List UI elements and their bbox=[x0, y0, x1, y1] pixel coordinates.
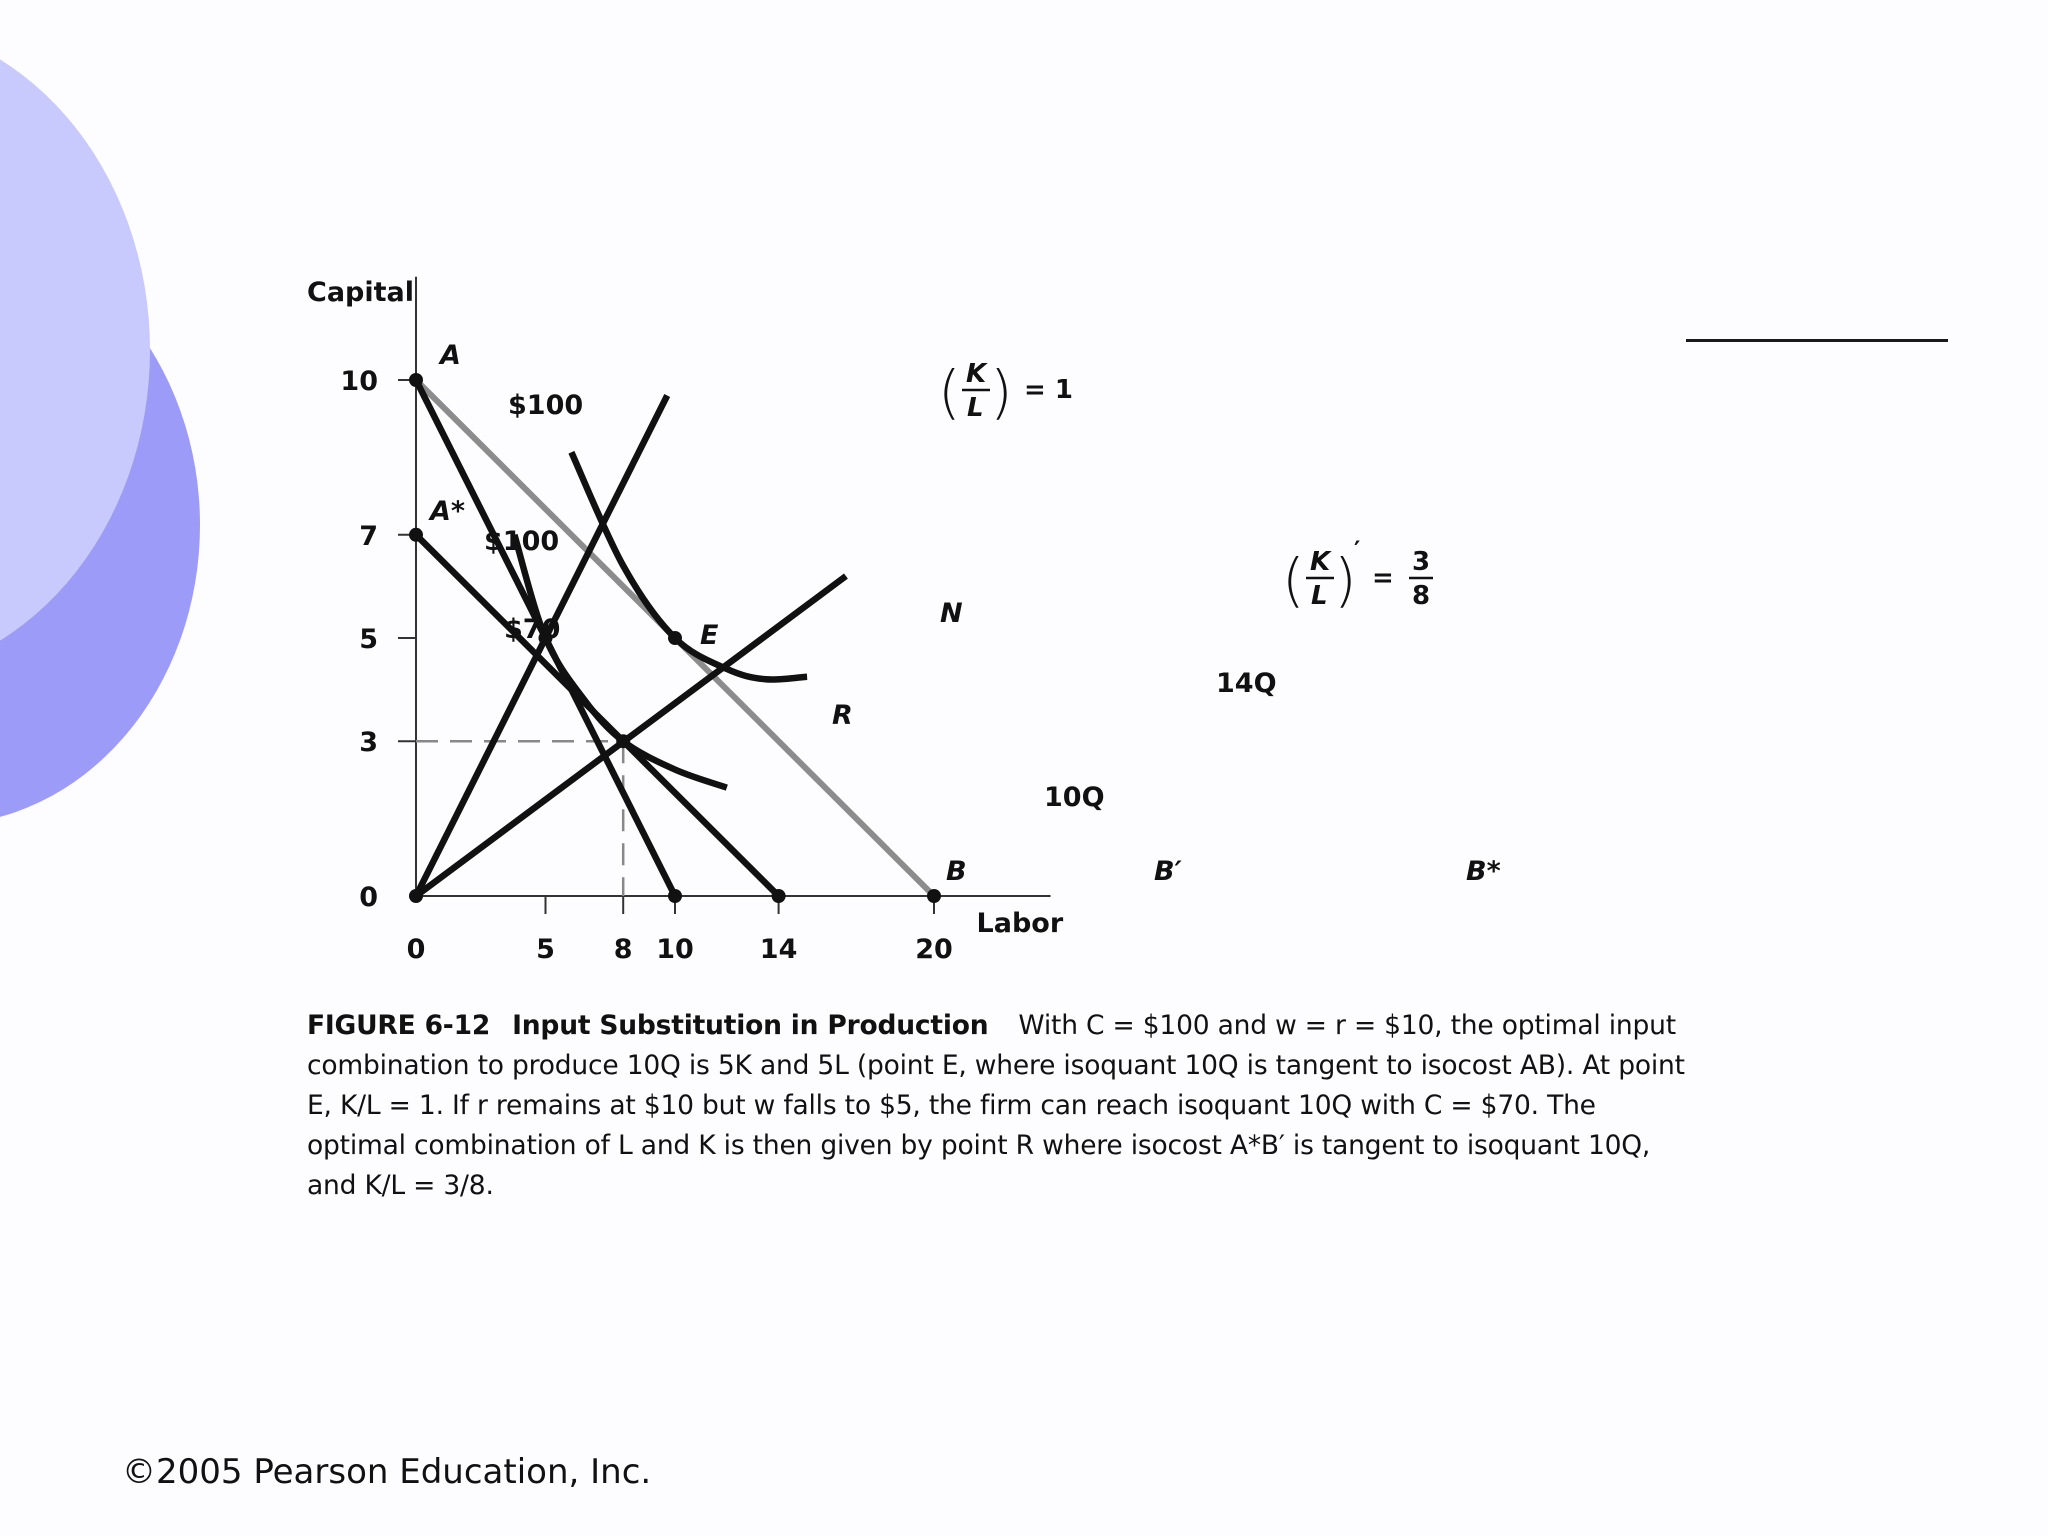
point-r bbox=[616, 734, 630, 748]
point-label-b: B bbox=[946, 856, 967, 887]
isocost-label-100-gray: $100 bbox=[508, 390, 584, 421]
y-tick-label: 5 bbox=[359, 624, 378, 655]
ray1-label-tail: = 1 bbox=[1024, 375, 1073, 405]
ray2-label bbox=[1282, 536, 1433, 614]
y-axis-label: Capital bbox=[307, 276, 414, 308]
figure-title: Input Substitution in Production bbox=[512, 1010, 989, 1041]
y-tick-label: 7 bbox=[359, 520, 378, 552]
isoquant-label-10q: 10Q bbox=[1044, 782, 1105, 813]
point-astar bbox=[409, 528, 423, 542]
x-tick-label: 5 bbox=[536, 934, 555, 965]
ray2-label-denominator: L bbox=[1311, 581, 1328, 611]
svg-text:): ) bbox=[1334, 546, 1357, 614]
copyright-footer: ©2005 Pearson Education, Inc. bbox=[122, 1452, 652, 1492]
ray2-label-prime: ′ bbox=[1354, 536, 1361, 564]
point-label-e: E bbox=[700, 620, 719, 651]
y-tick-label: 3 bbox=[359, 727, 378, 759]
figure-caption-text: With C = $100 and w = r = $10, the optimal input combination to produce 10Q is 5K and 5L (point E, where isoquant 10Q is tangent to isocost AB). At point E, K/L = 1. If r remains at $10 but w falls to $5, the firm can reach isoquant 10Q with C = $70. The optimal combination of L and K is then given by point R where isocost A*B′ is tangent to isoquant 10Q, and K/L = 3/8. bbox=[307, 1010, 1685, 1201]
point-b bbox=[668, 889, 682, 903]
point-bstar bbox=[927, 889, 941, 903]
x-axis-label: Labor bbox=[976, 908, 1064, 939]
isocost-label-100-black: $100 bbox=[484, 526, 560, 557]
point-label-a: A bbox=[440, 340, 461, 371]
ray1-label bbox=[938, 358, 1073, 426]
point-label-bprime: B′ bbox=[1154, 856, 1182, 887]
isocost-label-70: $70 bbox=[504, 614, 561, 645]
point-bprime bbox=[772, 889, 786, 903]
point-label-bstar: B* bbox=[1466, 856, 1501, 887]
point-a bbox=[409, 373, 423, 387]
ray1-label-numerator: K bbox=[966, 359, 987, 389]
ray-k-l-3-8-4 bbox=[416, 576, 846, 896]
ray2-label-equals: = bbox=[1372, 563, 1394, 593]
x-tick-label: 14 bbox=[759, 934, 798, 965]
ray2-label-numerator: K bbox=[1310, 547, 1331, 577]
svg-text:): ) bbox=[990, 358, 1013, 426]
svg-text:(: ( bbox=[938, 358, 961, 426]
point-n bbox=[668, 631, 682, 645]
ray2-label-frac-num: 3 bbox=[1412, 547, 1431, 577]
y-tick-label: 0 bbox=[359, 882, 378, 913]
point-label-n: N bbox=[940, 598, 963, 629]
isoquant-label-14q: 14Q bbox=[1216, 668, 1277, 699]
point-origin bbox=[409, 889, 423, 903]
svg-text:(: ( bbox=[1282, 546, 1305, 614]
figure-number: FIGURE 6-12 bbox=[307, 1010, 491, 1041]
x-tick-label: 0 bbox=[406, 934, 426, 965]
y-tick-label: 10 bbox=[340, 366, 378, 397]
ray2-label-frac-den: 8 bbox=[1412, 581, 1431, 611]
figure-caption bbox=[307, 1006, 1687, 1206]
x-tick-label: 8 bbox=[613, 934, 633, 965]
point-label-r: R bbox=[832, 700, 853, 731]
x-tick-label: 20 bbox=[915, 934, 953, 965]
ray1-label-denominator: L bbox=[967, 393, 984, 423]
ray-k-l-1-3 bbox=[416, 395, 667, 896]
point-label-astar: A* bbox=[430, 496, 466, 527]
x-tick-label: 10 bbox=[656, 934, 694, 965]
